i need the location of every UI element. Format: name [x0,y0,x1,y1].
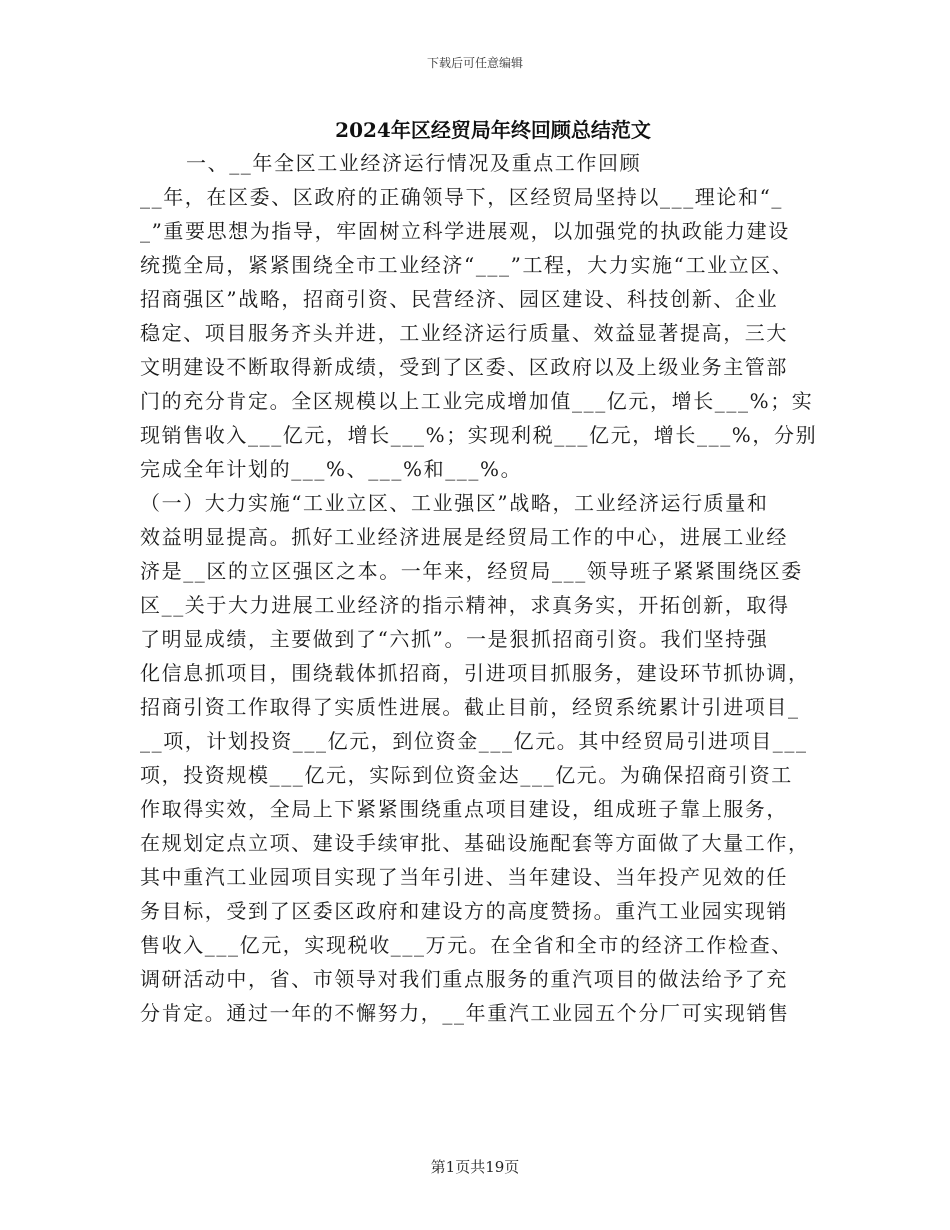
body-line: 作取得实效，全局上下紧紧围绕重点项目建设，组成班子靠上服务， [140,797,788,821]
body-line: 化信息抓项目，围绕载体抓招商，引进项目抓服务，建设环节抓协调， [140,661,810,685]
body-line: _”重要思想为指导，牢固树立科学进展观，以加强党的执政能力建设 [140,219,790,243]
body-line: 门的充分肯定。全区规模以上工业完成增加值___亿元，增长___%；实 [140,389,814,413]
section-heading: 一、__年全区工业经济运行情况及重点工作回顾 [186,151,642,175]
body-line: 文明建设不断取得新成绩，受到了区委、区政府以及上级业务主管部 [140,355,788,379]
body-line: 济是__区的立区强区之本。一年来，经贸局___领导班子紧紧围绕区委 [140,559,803,583]
body-line: __年，在区委、区政府的正确领导下，区经贸局坚持以___理论和“_ [140,185,784,209]
body-line: 在规划定点立项、建设手续审批、基础设施配套等方面做了大量工作， [140,831,810,855]
subsection-heading: （一）大力实施“工业立区、工业强区”战略，工业经济运行质量和 [140,491,769,515]
body-line: 现销售收入___亿元，增长___%；实现利税___亿元，增长___%，分别 [140,423,818,447]
body-line: 项，投资规模___亿元，实际到位资金达___亿元。为确保招商引资工 [140,763,793,787]
body-line: 了明显成绩，主要做到了“六抓”。一是狠抓招商引资。我们坚持强 [140,627,769,651]
body-line: 分肯定。通过一年的不懈努力，__年重汽工业园五个分厂可实现销售 [140,1001,790,1025]
body-line: 区__关于大力进展工业经济的指示精神，求真务实，开拓创新，取得 [140,593,790,617]
body-line: 稳定、项目服务齐头并进，工业经济运行质量、效益显著提高，三大 [140,321,788,345]
body-line: __项，计划投资___亿元，到位资金___亿元。其中经贸局引进项目___ [140,729,808,753]
body-line: 其中重汽工业园项目实现了当年引进、当年建设、当年投产见效的任 [140,865,788,889]
header-note: 下载后可任意编辑 [426,56,523,70]
body-line: 务目标，受到了区委区政府和建设方的高度赞扬。重汽工业园实现销 [140,899,788,923]
body-line: 效益明显提高。抓好工业经济进展是经贸局工作的中心，进展工业经 [140,525,788,549]
body-line: 售收入___亿元，实现税收___万元。在全省和全市的经济工作检查、 [140,933,793,957]
body-line: 招商强区”战略，招商引资、民营经济、园区建设、科技创新、企业 [140,287,779,311]
body-line: 完成全年计划的___%、___%和___%。 [140,457,523,481]
page-number: 第1页共19页 [430,1158,520,1176]
body-line: 调研活动中，省、市领导对我们重点服务的重汽项目的做法给予了充 [140,967,788,991]
body-line: 统揽全局，紧紧围绕全市工业经济“___”工程，大力实施“工业立区、 [140,253,794,277]
document-title: 2024年区经贸局年终回顾总结范文 [335,118,651,142]
body-line: 招商引资工作取得了实质性进展。截止目前，经贸系统累计引进项目_ [140,695,800,719]
